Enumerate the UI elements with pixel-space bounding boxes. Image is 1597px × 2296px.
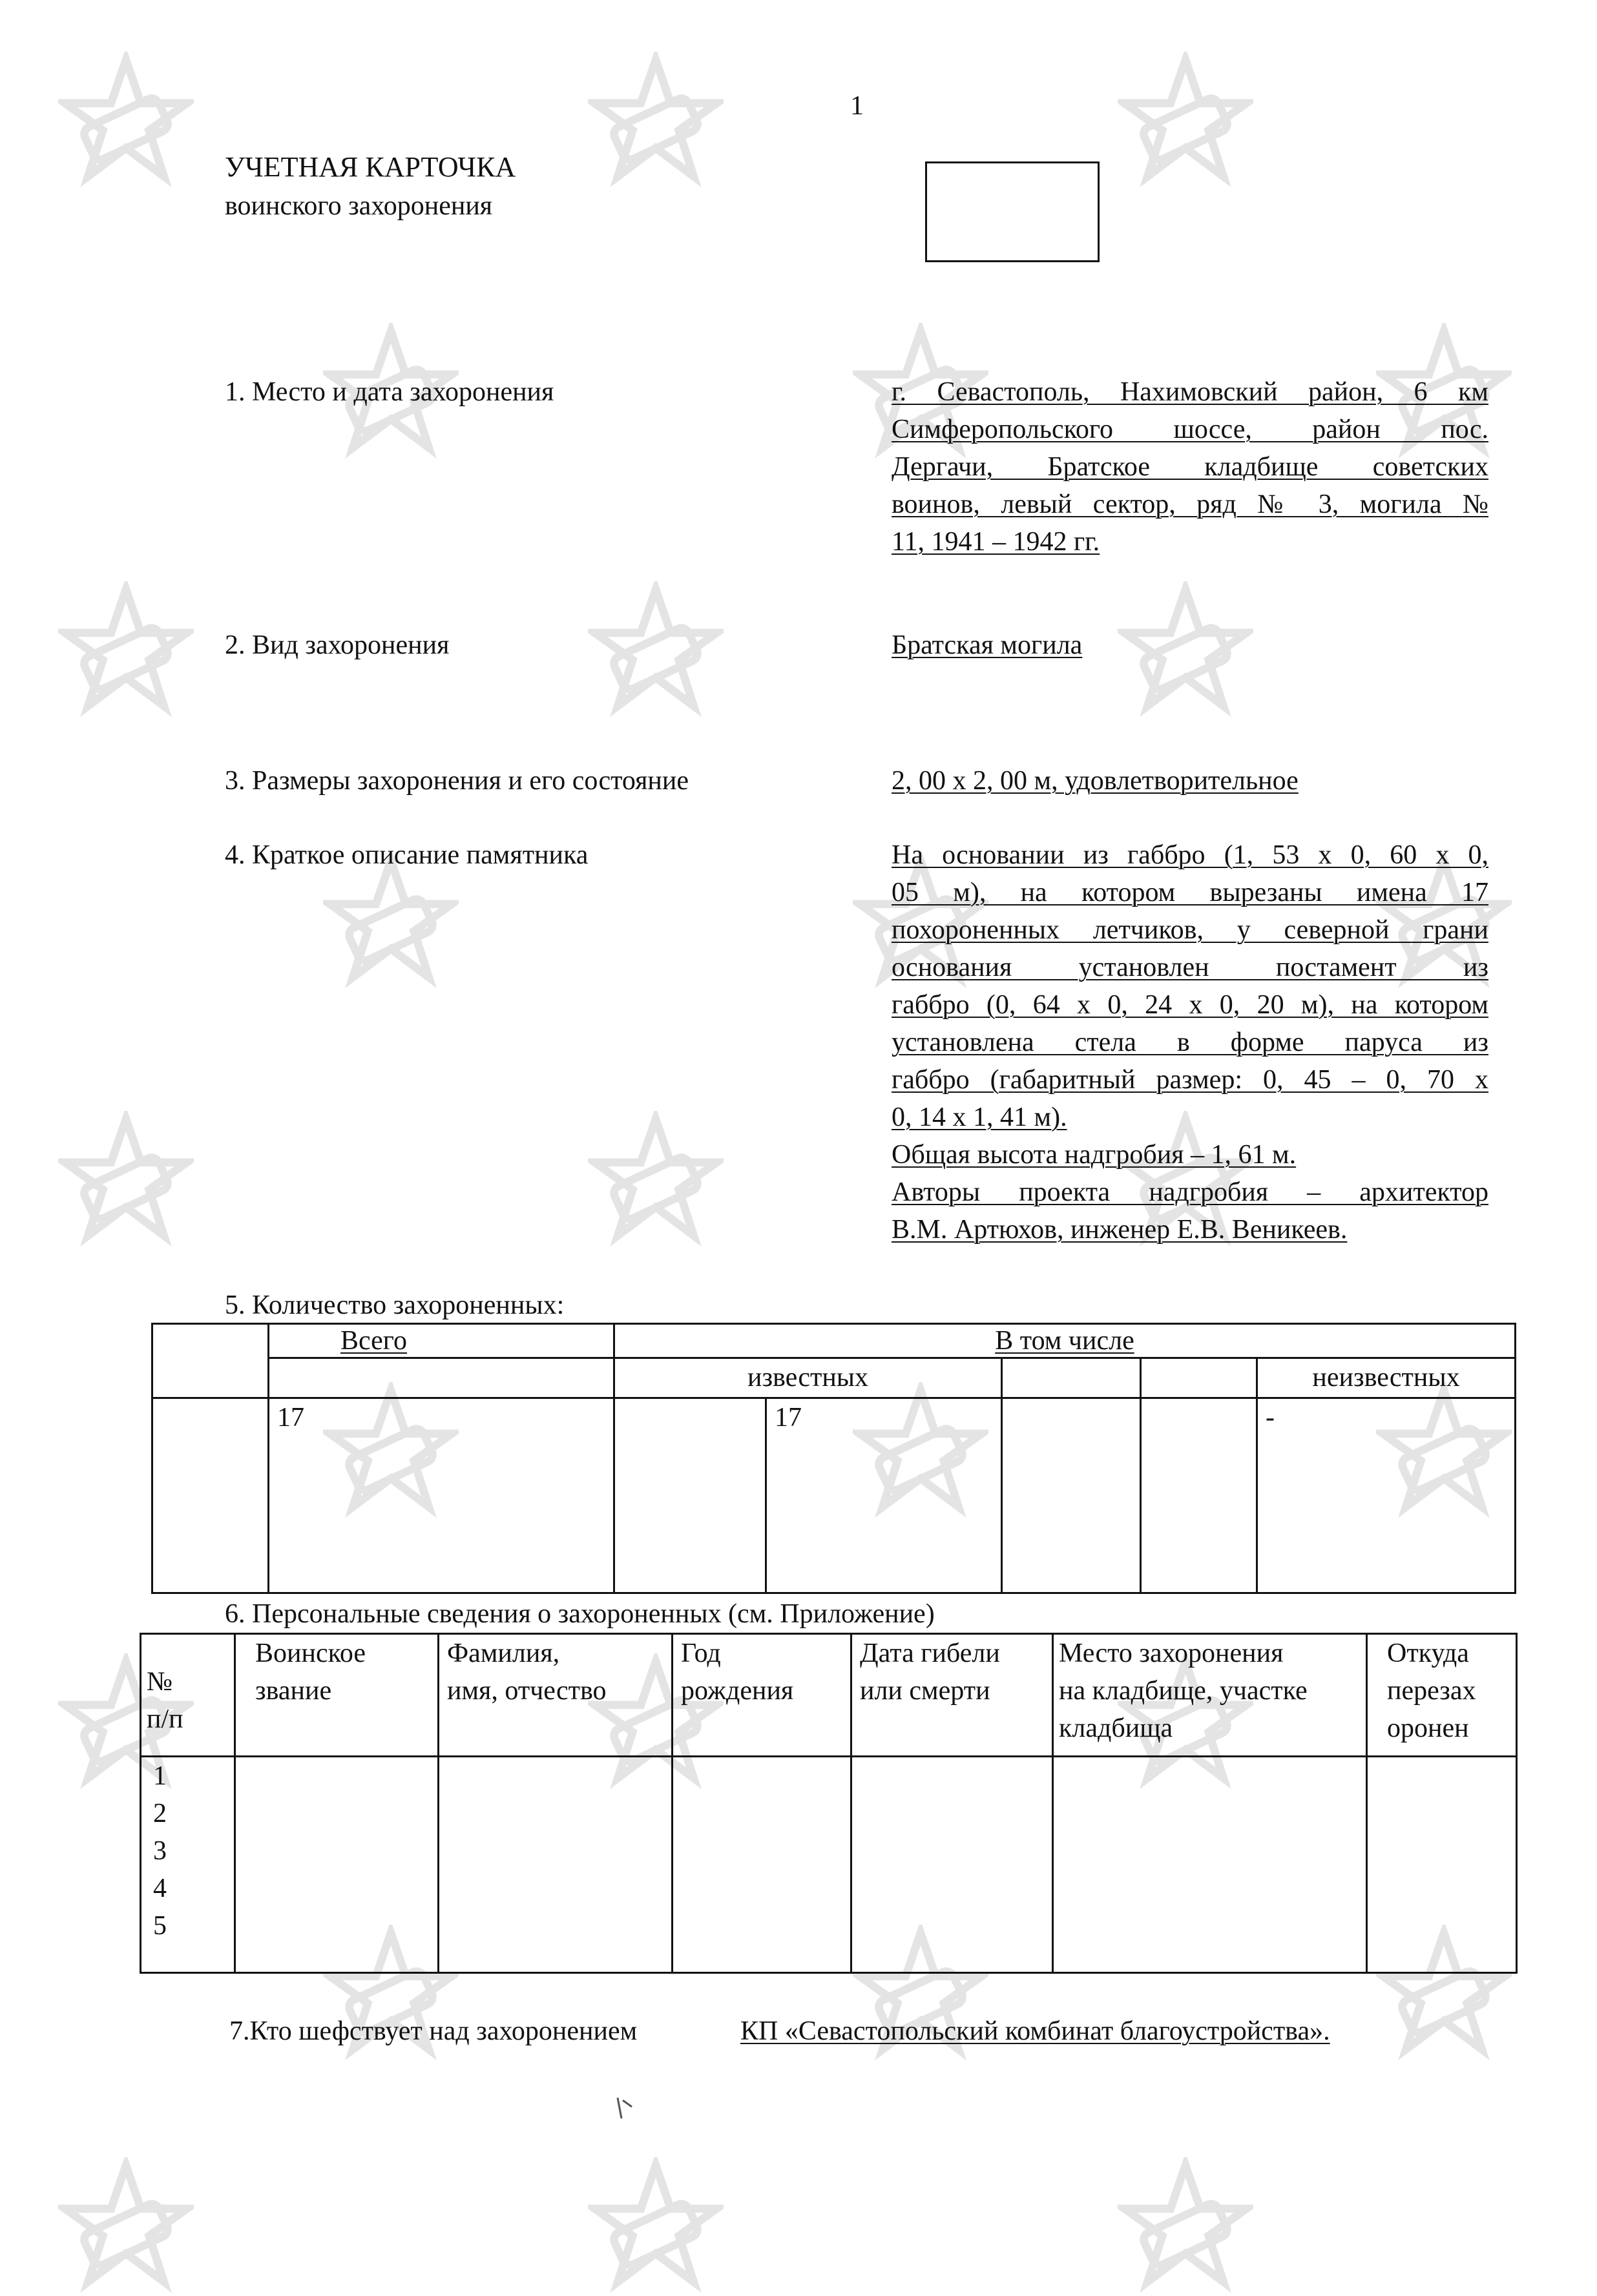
monument-line: 0, 14 х 1, 41 м). bbox=[892, 1102, 1067, 1132]
watermark-logo bbox=[588, 2157, 724, 2293]
count-data-cell bbox=[614, 1398, 766, 1593]
photo-box bbox=[925, 161, 1100, 262]
monument-line: основания установлен постамент из bbox=[892, 953, 1488, 982]
monument-line: Общая высота надгробия – 1, 61 м. bbox=[892, 1140, 1297, 1170]
personal-data-cell bbox=[673, 1757, 851, 1973]
personal-data-cell bbox=[1053, 1757, 1367, 1973]
size-label: 3. Размеры захоронения и его состояние bbox=[225, 766, 689, 796]
monument-line: Авторы проекта надгробия – архитектор bbox=[892, 1177, 1488, 1207]
size-value: 2, 00 х 2, 00 м, удовлетворительное bbox=[892, 766, 1299, 796]
monument-line: На основании из габбро (1, 53 х 0, 60 х 0, bbox=[892, 840, 1488, 870]
count-unknown-header: неизвестных bbox=[1257, 1358, 1516, 1398]
card-subtitle: воинского захоронения bbox=[225, 191, 493, 221]
row-numbers: 1 2 3 4 5 bbox=[141, 1757, 235, 1973]
watermark-logo bbox=[588, 1111, 724, 1246]
monument-line: установлена стела в форме паруса из bbox=[892, 1028, 1488, 1057]
type-value: Братская могила bbox=[892, 630, 1083, 660]
place-line: 11, 1941 – 1942 гг. bbox=[892, 527, 1100, 557]
count-including-header: В том числе bbox=[614, 1324, 1516, 1358]
place-value bbox=[892, 373, 1488, 561]
watermark-logo bbox=[588, 581, 724, 717]
place-line: воинов, левый сектор, ряд № 3, могила № bbox=[892, 490, 1488, 519]
count-data-cell bbox=[1141, 1398, 1257, 1593]
monument-line: В.М. Артюхов, инженер Е.В. Веникеев. bbox=[892, 1215, 1348, 1245]
col-death-header: Дата гибели или смерти bbox=[851, 1634, 1053, 1757]
col-num-header: № п/п bbox=[141, 1634, 235, 1757]
count-table bbox=[151, 1323, 1516, 1594]
scan-mark bbox=[612, 2093, 638, 2131]
count-label: 5. Количество захороненных: bbox=[225, 1290, 565, 1320]
col-place-header: Место захоронения на кладбище, участке кладбища bbox=[1053, 1634, 1367, 1757]
count-subheader-cell bbox=[1141, 1358, 1257, 1398]
watermark-logo bbox=[1118, 2157, 1253, 2293]
patron-value: КП «Севастопольский комбинат благоустройства». bbox=[740, 2016, 1330, 2046]
watermark-logo bbox=[1118, 52, 1253, 187]
watermark-logo bbox=[58, 2157, 194, 2293]
watermark-logo bbox=[1118, 581, 1253, 717]
personal-data-cell bbox=[1367, 1757, 1517, 1973]
count-total-header: Всего bbox=[269, 1324, 614, 1358]
count-total-value: 17 bbox=[269, 1398, 614, 1593]
monument-line: 05 м), на котором вырезаны имена 17 bbox=[892, 878, 1488, 907]
count-unknown-value: - bbox=[1257, 1398, 1516, 1593]
place-line: г. Севастополь, Нахимовский район, 6 км bbox=[892, 377, 1488, 407]
place-line: Симферопольского шоссе, район пос. bbox=[892, 415, 1488, 444]
personal-data-cell bbox=[235, 1757, 439, 1973]
patron-label: 7.Кто шефствует над захоронением bbox=[229, 2016, 638, 2046]
watermark-logo bbox=[588, 52, 724, 187]
count-subheader-cell bbox=[269, 1358, 614, 1398]
col-rank-header: Воинское звание bbox=[235, 1634, 439, 1757]
watermark-logo bbox=[58, 581, 194, 717]
watermark-logo bbox=[58, 52, 194, 187]
personal-data-cell bbox=[439, 1757, 673, 1973]
page-number: 1 bbox=[850, 91, 864, 121]
col-from-header: Откуда перезах оронен bbox=[1367, 1634, 1517, 1757]
count-known-header: известных bbox=[614, 1358, 1002, 1398]
count-corner-cell bbox=[152, 1324, 269, 1398]
personal-label: 6. Персональные сведения о захороненных (см. Приложение) bbox=[225, 1599, 935, 1629]
type-label: 2. Вид захоронения bbox=[225, 630, 450, 660]
monument-line: габбро (0, 64 х 0, 24 х 0, 20 м), на котором bbox=[892, 990, 1488, 1020]
personal-data-cell bbox=[851, 1757, 1053, 1973]
count-subheader-cell bbox=[1002, 1358, 1141, 1398]
monument-line: похороненных летчиков, у северной грани bbox=[892, 915, 1488, 945]
count-data-cell bbox=[152, 1398, 269, 1593]
monument-line: габбро (габаритный размер: 0, 45 – 0, 70 х bbox=[892, 1065, 1488, 1095]
count-data-cell bbox=[1002, 1398, 1141, 1593]
col-birth-header: Год рождения bbox=[673, 1634, 851, 1757]
place-line: Дергачи, Братское кладбище советских bbox=[892, 452, 1488, 482]
monument-value bbox=[892, 836, 1488, 1248]
card-title: УЧЕТНАЯ КАРТОЧКА bbox=[225, 151, 516, 183]
monument-label: 4. Краткое описание памятника bbox=[225, 840, 589, 870]
col-name-header: Фамилия, имя, отчество bbox=[439, 1634, 673, 1757]
watermark-logo bbox=[58, 1111, 194, 1246]
personal-table bbox=[140, 1633, 1518, 1974]
count-known-value: 17 bbox=[766, 1398, 1002, 1593]
place-label: 1. Место и дата захоронения bbox=[225, 377, 554, 407]
